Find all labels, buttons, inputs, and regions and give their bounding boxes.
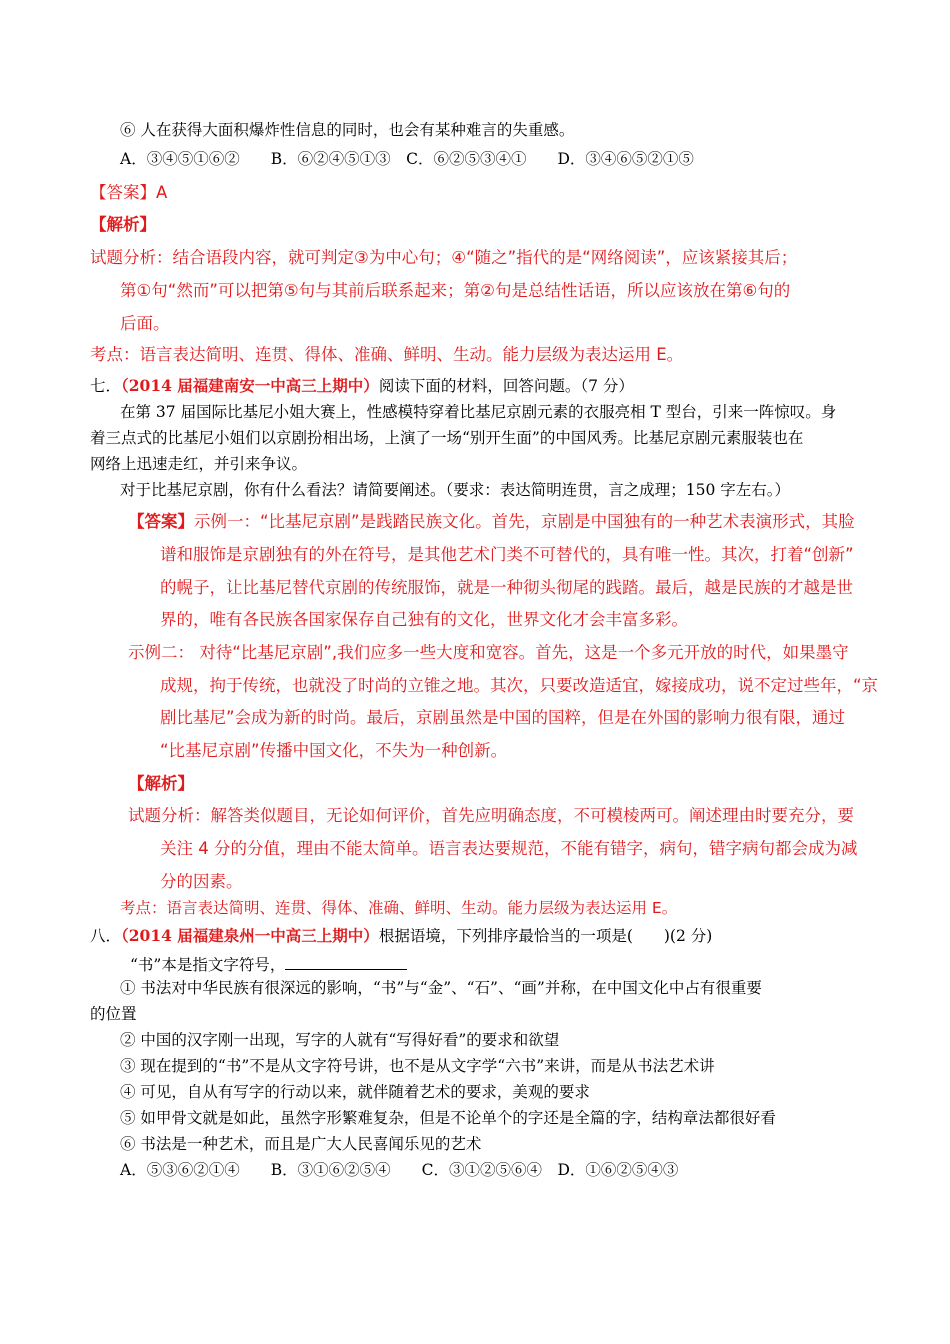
option-item-6: ⑥ 人在获得大面积爆炸性信息的同时，也会有某种难言的失重感。: [120, 121, 575, 139]
question-number: 七．: [90, 377, 122, 395]
question-prompt: 阅读下面的材料，回答问题。（7 分）: [378, 377, 634, 395]
question-text: 对于比基尼京剧，你有什么看法？请简要阐述。（要求：表达简明连贯，言之成理；150 字左右。）: [120, 481, 791, 499]
lead-text: “书”本是指文字符号，: [130, 956, 286, 974]
answer-options: A．⑤③⑥②①④ B．③①⑥②⑤④ C．③①②⑤⑥④ D．①⑥②⑤④③: [120, 1161, 679, 1179]
kaodian: 考点：语言表达简明、连贯、得体、准确、鲜明、生动。能力层级为表达运用 E。: [120, 899, 678, 917]
analysis-line: 关注 4 分的分值，理由不能太简单。语言表达要规范，不能有错字，病句，错字病句都会成为减: [160, 839, 858, 858]
answer-line: 谱和服饰是京剧独有的外在符号，是其他艺术门类不可替代的，具有唯一性。其次，打着“创新”: [160, 545, 854, 564]
question-source: （2014 届福建泉州一中高三上期中）: [121, 926, 379, 945]
analysis-tag: 【解析】: [90, 215, 156, 234]
material-line: 网络上迅速走红，并引来争议。: [90, 455, 308, 473]
list-item: 的位置: [90, 1005, 137, 1023]
answer-tag: 【答案】A: [90, 183, 168, 202]
list-item: ① 书法对中华民族有很深远的影响，“书”与“金”、“石”、“画”并称，在中国文化中占有很重要: [120, 979, 762, 997]
question-8-header: [90, 928, 712, 945]
question-prompt: 根据语境，下列排序最恰当的一项是( )(2 分): [378, 927, 713, 945]
question-7-header: [90, 378, 634, 395]
example-2-line: “比基尼京剧”传播中国文化，不失为一种创新。: [160, 741, 508, 760]
analysis-line: 第①句“然而”可以把第⑤句与其前后联系起来；第②句是总结性话语，所以应该放在第⑥句的: [120, 281, 791, 300]
answer-line: 的幌子，让比基尼替代京剧的传统服饰，就是一种彻头彻尾的践踏。最后，越是民族的才越是世: [160, 578, 853, 597]
question-source: （2014 届福建南安一中高三上期中）: [121, 376, 379, 395]
example-2-line: 成规，拘于传统，也就没了时尚的立锥之地。其次，只要改造适宜，嫁接成功，说不定过些年，“京: [160, 676, 879, 695]
kaodian: 考点：语言表达简明、连贯、得体、准确、鲜明、生动。能力层级为表达运用 E。: [90, 345, 684, 364]
list-item: ⑥ 书法是一种艺术，而且是广大人民喜闻乐见的艺术: [120, 1135, 482, 1153]
answer-text: 示例一：“比基尼京剧”是践踏民族文化。首先，京剧是中国独有的一种艺术表演形式，其脸: [194, 512, 855, 531]
list-item: ⑤ 如甲骨文就是如此，虽然字形繁难复杂，但是不论单个的字还是全篇的字，结构章法都很好看: [120, 1109, 776, 1127]
lead-sentence: [130, 955, 407, 974]
fill-blank[interactable]: [285, 955, 407, 970]
list-item: ③ 现在提到的“书”不是从文字符号讲，也不是从文字学“六书”来讲，而是从书法艺术讲: [120, 1057, 715, 1075]
analysis-line: 分的因素。: [160, 872, 243, 891]
answer-tag: 【答案】: [128, 512, 194, 531]
analysis-line: 后面。: [120, 314, 170, 333]
material-line: 着三点式的比基尼小姐们以京剧扮相出场，上演了一场“别开生面”的中国风秀。比基尼京剧元素服装也在: [90, 429, 804, 447]
list-item: ④ 可见，自从有写字的行动以来，就伴随着艺术的要求，美观的要求: [120, 1083, 590, 1101]
list-item: ② 中国的汉字刚一出现，写字的人就有“写得好看”的要求和欲望: [120, 1031, 560, 1049]
answer-line: [128, 514, 855, 531]
answer-options: A．③④⑤①⑥② B．⑥②④⑤①③ C．⑥②⑤③④① D．③④⑥⑤②①⑤: [120, 150, 694, 168]
material-line: 在第 37 届国际比基尼小姐大赛上，性感模特穿着比基尼京剧元素的衣服亮相 T 型台，引来一阵惊叹。身: [120, 403, 837, 421]
analysis-line: 试题分析：解答类似题目，无论如何评价，首先应明确态度，不可模棱两可。阐述理由时要充分，要: [128, 806, 854, 825]
example-2-line: 示例二： 对待“比基尼京剧”,我们应多一些大度和宽容。首先，这是一个多元开放的时代，如果墨守: [128, 643, 849, 662]
analysis-line: 试题分析：结合语段内容，就可判定③为中心句；④“随之”指代的是“网络阅读”，应该紧接其后；: [90, 248, 798, 267]
question-number: 八．: [90, 927, 122, 945]
answer-line: 界的，唯有各民族各国家保存自己独有的文化，世界文化才会丰富多彩。: [160, 610, 688, 629]
example-2-line: 剧比基尼”会成为新的时尚。最后，京剧虽然是中国的国粹，但是在外国的影响力很有限，通过: [160, 708, 846, 727]
analysis-tag: 【解析】: [128, 774, 194, 793]
